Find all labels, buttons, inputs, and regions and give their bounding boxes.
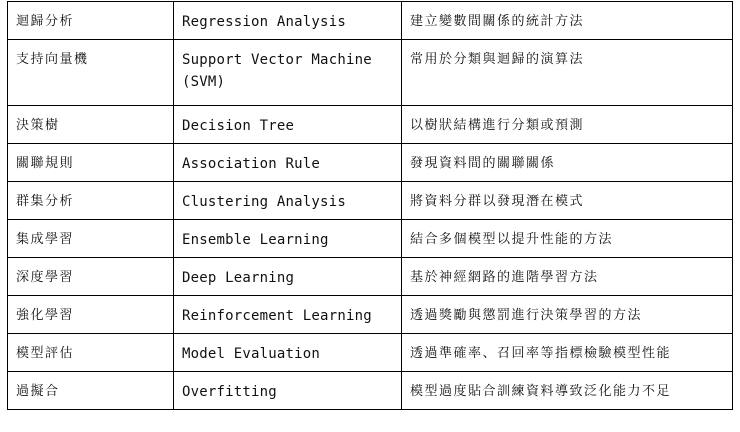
term-chinese-cell: 迴歸分析 [8,2,174,40]
term-english-cell: Model Evaluation [174,334,402,372]
term-english-cell: Deep Learning [174,258,402,296]
table-row [8,40,733,106]
glossary-table-body [8,2,733,410]
term-english-cell: Association Rule [174,144,402,182]
term-english-cell: Overfitting [174,372,402,410]
table-row [8,182,733,220]
table-row [8,296,733,334]
term-chinese-cell: 深度學習 [8,258,174,296]
glossary-table [7,1,733,410]
term-english-cell: Reinforcement Learning [174,296,402,334]
term-english-cell: Decision Tree [174,106,402,144]
description-cell: 結合多個模型以提升性能的方法 [402,220,733,258]
term-chinese-cell: 強化學習 [8,296,174,334]
description-cell: 模型過度貼合訓練資料導致泛化能力不足 [402,372,733,410]
description-cell: 以樹狀結構進行分類或預測 [402,106,733,144]
term-chinese-cell: 決策樹 [8,106,174,144]
term-chinese-cell: 集成學習 [8,220,174,258]
description-cell: 發現資料間的關聯關係 [402,144,733,182]
term-english-cell: Clustering Analysis [174,182,402,220]
description-cell: 基於神經網路的進階學習方法 [402,258,733,296]
term-english-cell: Ensemble Learning [174,220,402,258]
description-cell: 建立變數間關係的統計方法 [402,2,733,40]
term-chinese-cell: 過擬合 [8,372,174,410]
table-row [8,372,733,410]
table-row [8,144,733,182]
table-row [8,334,733,372]
term-chinese-cell: 關聯規則 [8,144,174,182]
description-cell: 透過獎勵與懲罰進行決策學習的方法 [402,296,733,334]
description-cell: 透過準確率、召回率等指標檢驗模型性能 [402,334,733,372]
term-chinese-cell: 群集分析 [8,182,174,220]
description-cell: 常用於分類與迴歸的演算法 [402,40,733,106]
term-english-cell: Regression Analysis [174,2,402,40]
description-cell: 將資料分群以發現潛在模式 [402,182,733,220]
table-row [8,258,733,296]
table-row [8,2,733,40]
term-english-cell: Support Vector Machine (SVM) [174,40,402,106]
table-row [8,220,733,258]
term-chinese-cell: 支持向量機 [8,40,174,106]
table-row [8,106,733,144]
term-chinese-cell: 模型評估 [8,334,174,372]
